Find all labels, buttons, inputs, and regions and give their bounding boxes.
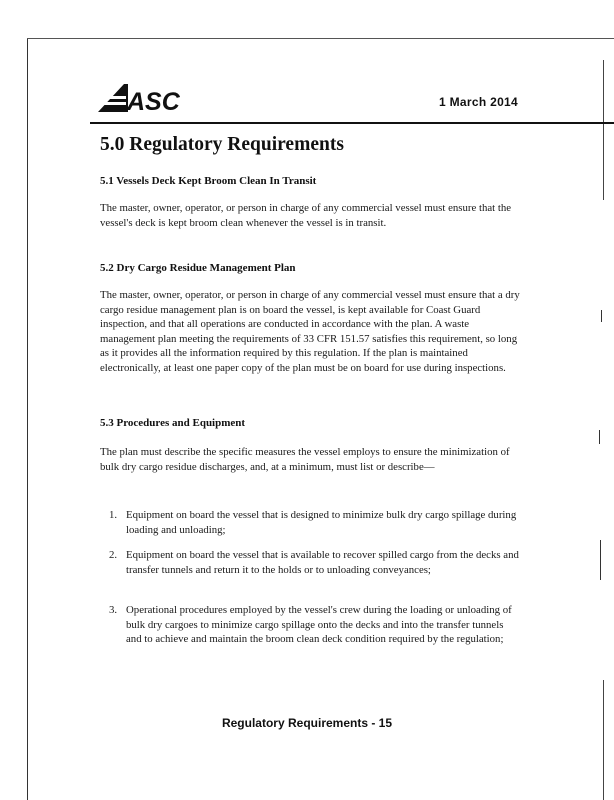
scan-mark [600, 540, 601, 580]
section-body: The plan must describe the specific measures the vessel employs to ensure the minimization of bulk dry cargo residue discharges, and, at a minimum, must list or describe— [100, 446, 510, 473]
page-frame-left [27, 38, 28, 800]
company-logo [98, 84, 180, 116]
page-frame-top [27, 38, 614, 39]
page-title: 5.0 Regulatory Requirements [100, 134, 344, 155]
scan-mark [601, 310, 602, 322]
section-heading: 5.3 Procedures and Equipment [100, 417, 246, 429]
list-text: Operational procedures employed by the vessel's crew during the loading or unloading of bulk dry cargoes to minimize cargo spillage onto the decks and into the transfer tunnels and to achieve and maintain the broom clean deck condition required by the regulation; [126, 604, 512, 646]
page-frame-right [603, 60, 604, 200]
list-item [109, 603, 521, 647]
logo-text: ASC [127, 88, 180, 116]
header-date: 1 March 2014 [439, 95, 518, 109]
section-heading: 5.1 Vessels Deck Kept Broom Clean In Transit [100, 175, 317, 187]
page-frame-right-lower [603, 680, 604, 800]
list-number: 1. [109, 509, 118, 521]
section-body: The master, owner, operator, or person in charge of any commercial vessel must ensure that the vessel's deck is kept broom clean whenever the vessel is in transit. [100, 202, 512, 229]
list-text: Equipment on board the vessel that is available to recover spilled cargo from the decks and transfer tunnels and return it to the holds or to unloading conveyances; [126, 549, 519, 576]
list-number: 2. [109, 549, 118, 561]
logo-graphic [98, 84, 180, 116]
list-item [109, 508, 521, 537]
section-body: The master, owner, operator, or person in charge of any commercial vessel must ensure that a dry cargo residue management plan is on board the vessel, is kept available for Coast Guard inspection, and that all operations are conducted in accordance with the plan. A waste management plan meeting the requirements of 33 CFR 151.57 satisfies this requirement, so long as it provides all the information required by this regulation. If the plan is maintained electronically, at least one paper copy of the plan must be on board for use during inspections. [100, 289, 520, 374]
section-heading: 5.2 Dry Cargo Residue Management Plan [100, 262, 296, 274]
page-footer: Regulatory Requirements - 15 [221, 716, 393, 730]
header-rule [90, 122, 614, 124]
list-item [109, 548, 521, 577]
list-number: 3. [109, 604, 118, 616]
list-text: Equipment on board the vessel that is designed to minimize bulk dry cargo spillage during loading and unloading; [126, 509, 517, 536]
scan-mark [599, 430, 600, 444]
